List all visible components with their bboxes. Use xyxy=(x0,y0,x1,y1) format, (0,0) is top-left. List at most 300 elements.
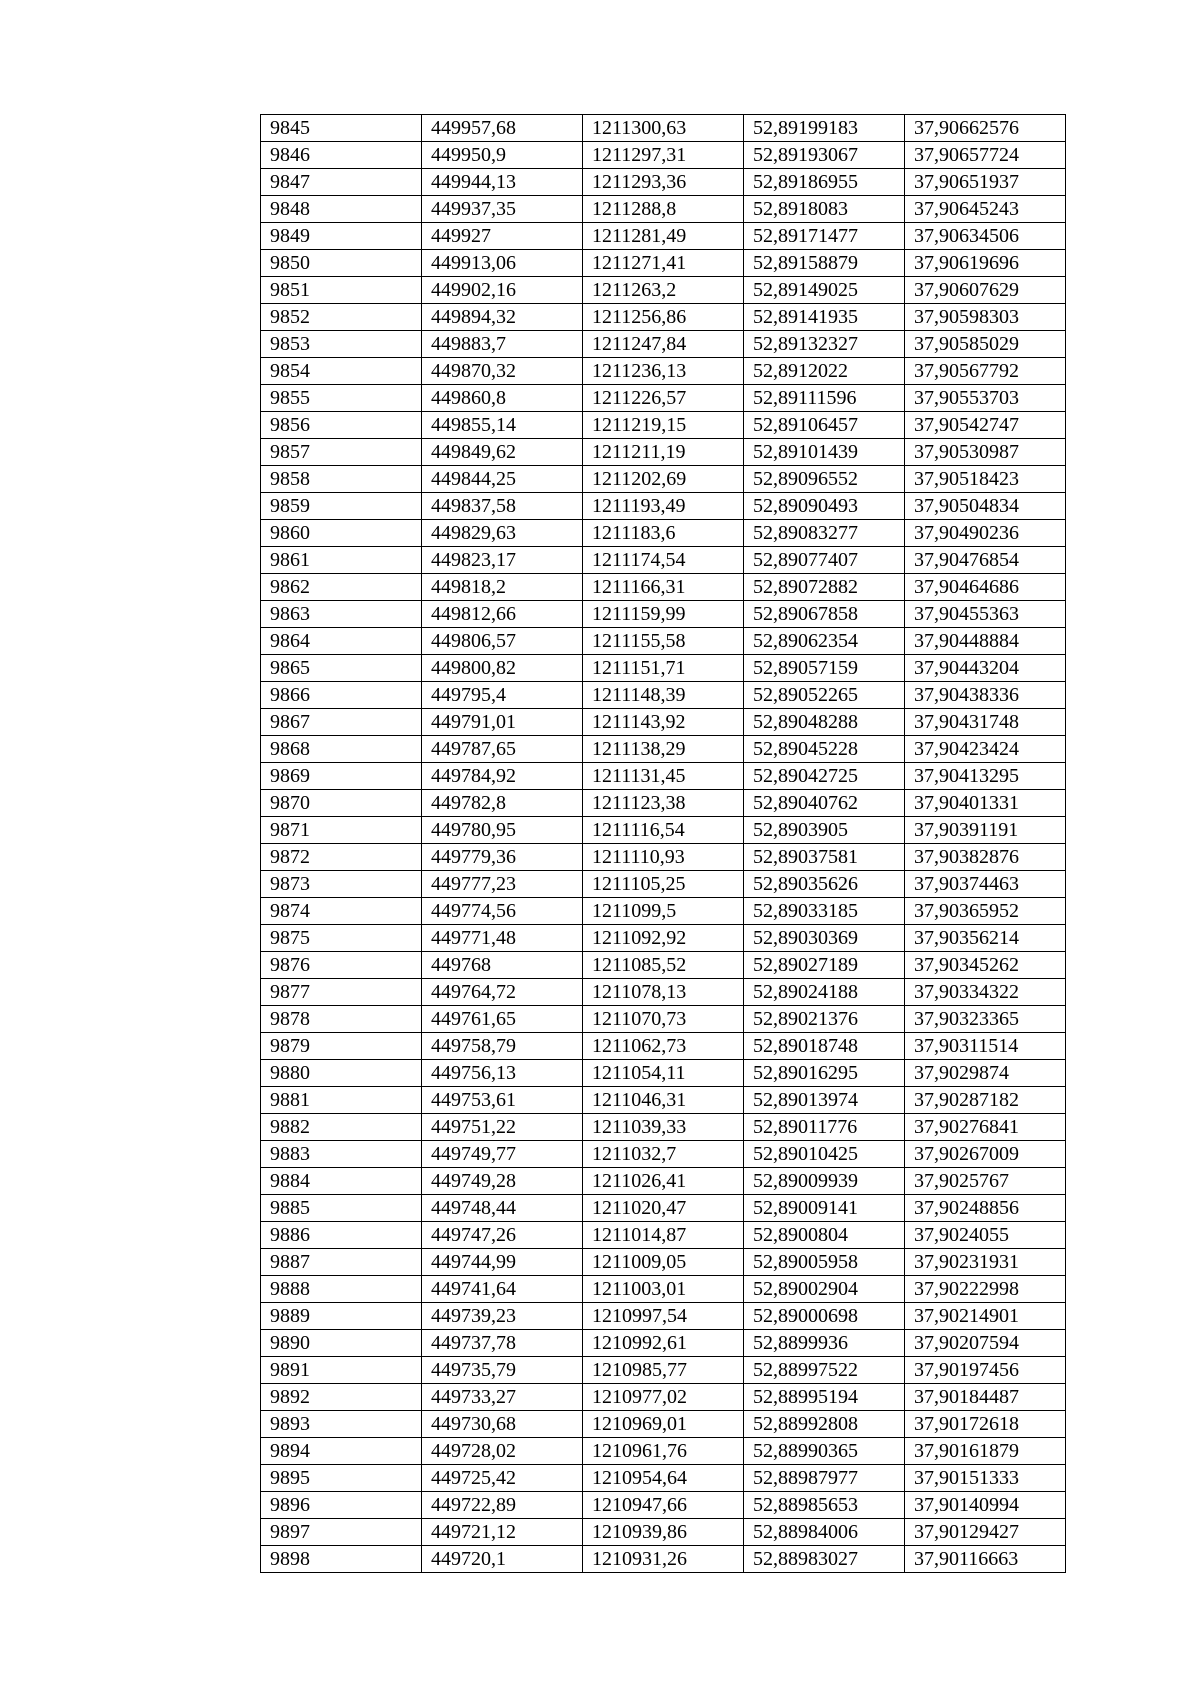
longitude-cell: 37,90214901 xyxy=(905,1303,1066,1330)
point-number-cell: 9867 xyxy=(261,709,422,736)
x-coordinate-cell: 449913,06 xyxy=(422,250,583,277)
x-coordinate-cell: 449800,82 xyxy=(422,655,583,682)
y-coordinate-cell: 1211078,13 xyxy=(583,979,744,1006)
latitude-cell: 52,89011776 xyxy=(744,1114,905,1141)
point-number-cell: 9882 xyxy=(261,1114,422,1141)
table-row xyxy=(261,817,1066,844)
longitude-cell: 37,90448884 xyxy=(905,628,1066,655)
longitude-cell: 37,90356214 xyxy=(905,925,1066,952)
y-coordinate-cell: 1211281,49 xyxy=(583,223,744,250)
table-row xyxy=(261,1168,1066,1195)
longitude-cell: 37,90248856 xyxy=(905,1195,1066,1222)
longitude-cell: 37,90438336 xyxy=(905,682,1066,709)
y-coordinate-cell: 1211151,71 xyxy=(583,655,744,682)
y-coordinate-cell: 1211256,86 xyxy=(583,304,744,331)
longitude-cell: 37,90476854 xyxy=(905,547,1066,574)
point-number-cell: 9892 xyxy=(261,1384,422,1411)
latitude-cell: 52,88990365 xyxy=(744,1438,905,1465)
longitude-cell: 37,90140994 xyxy=(905,1492,1066,1519)
table-row xyxy=(261,925,1066,952)
latitude-cell: 52,89090493 xyxy=(744,493,905,520)
x-coordinate-cell: 449944,13 xyxy=(422,169,583,196)
x-coordinate-cell: 449725,42 xyxy=(422,1465,583,1492)
x-coordinate-cell: 449741,64 xyxy=(422,1276,583,1303)
y-coordinate-cell: 1211174,54 xyxy=(583,547,744,574)
y-coordinate-cell: 1211110,93 xyxy=(583,844,744,871)
x-coordinate-cell: 449771,48 xyxy=(422,925,583,952)
table-row xyxy=(261,979,1066,1006)
latitude-cell: 52,89035626 xyxy=(744,871,905,898)
table-row xyxy=(261,1087,1066,1114)
table-row xyxy=(261,196,1066,223)
y-coordinate-cell: 1211131,45 xyxy=(583,763,744,790)
y-coordinate-cell: 1210939,86 xyxy=(583,1519,744,1546)
point-number-cell: 9870 xyxy=(261,790,422,817)
latitude-cell: 52,89005958 xyxy=(744,1249,905,1276)
x-coordinate-cell: 449744,99 xyxy=(422,1249,583,1276)
latitude-cell: 52,89072882 xyxy=(744,574,905,601)
point-number-cell: 9863 xyxy=(261,601,422,628)
x-coordinate-cell: 449720,1 xyxy=(422,1546,583,1573)
x-coordinate-cell: 449950,9 xyxy=(422,142,583,169)
y-coordinate-cell: 1211092,92 xyxy=(583,925,744,952)
y-coordinate-cell: 1211300,63 xyxy=(583,115,744,142)
latitude-cell: 52,89083277 xyxy=(744,520,905,547)
table-row xyxy=(261,412,1066,439)
latitude-cell: 52,89045228 xyxy=(744,736,905,763)
table-row xyxy=(261,1438,1066,1465)
point-number-cell: 9891 xyxy=(261,1357,422,1384)
table-row xyxy=(261,358,1066,385)
longitude-cell: 37,90645243 xyxy=(905,196,1066,223)
x-coordinate-cell: 449721,12 xyxy=(422,1519,583,1546)
x-coordinate-cell: 449737,78 xyxy=(422,1330,583,1357)
point-number-cell: 9884 xyxy=(261,1168,422,1195)
table-row xyxy=(261,493,1066,520)
table-row xyxy=(261,1276,1066,1303)
latitude-cell: 52,89042725 xyxy=(744,763,905,790)
y-coordinate-cell: 1211099,5 xyxy=(583,898,744,925)
point-number-cell: 9877 xyxy=(261,979,422,1006)
latitude-cell: 52,88992808 xyxy=(744,1411,905,1438)
point-number-cell: 9886 xyxy=(261,1222,422,1249)
point-number-cell: 9852 xyxy=(261,304,422,331)
point-number-cell: 9893 xyxy=(261,1411,422,1438)
point-number-cell: 9874 xyxy=(261,898,422,925)
latitude-cell: 52,8899936 xyxy=(744,1330,905,1357)
longitude-cell: 37,9024055 xyxy=(905,1222,1066,1249)
table-row xyxy=(261,1303,1066,1330)
y-coordinate-cell: 1211166,31 xyxy=(583,574,744,601)
y-coordinate-cell: 1211271,41 xyxy=(583,250,744,277)
x-coordinate-cell: 449937,35 xyxy=(422,196,583,223)
point-number-cell: 9876 xyxy=(261,952,422,979)
y-coordinate-cell: 1211054,11 xyxy=(583,1060,744,1087)
latitude-cell: 52,89024188 xyxy=(744,979,905,1006)
table-row xyxy=(261,790,1066,817)
latitude-cell: 52,89186955 xyxy=(744,169,905,196)
x-coordinate-cell: 449747,26 xyxy=(422,1222,583,1249)
point-number-cell: 9847 xyxy=(261,169,422,196)
x-coordinate-cell: 449777,23 xyxy=(422,871,583,898)
longitude-cell: 37,90518423 xyxy=(905,466,1066,493)
table-row xyxy=(261,682,1066,709)
point-number-cell: 9898 xyxy=(261,1546,422,1573)
y-coordinate-cell: 1211202,69 xyxy=(583,466,744,493)
longitude-cell: 37,90455363 xyxy=(905,601,1066,628)
table-row xyxy=(261,1330,1066,1357)
latitude-cell: 52,8918083 xyxy=(744,196,905,223)
point-number-cell: 9854 xyxy=(261,358,422,385)
point-number-cell: 9865 xyxy=(261,655,422,682)
y-coordinate-cell: 1211062,73 xyxy=(583,1033,744,1060)
longitude-cell: 37,90443204 xyxy=(905,655,1066,682)
x-coordinate-cell: 449782,8 xyxy=(422,790,583,817)
point-number-cell: 9856 xyxy=(261,412,422,439)
longitude-cell: 37,90490236 xyxy=(905,520,1066,547)
x-coordinate-cell: 449829,63 xyxy=(422,520,583,547)
table-row xyxy=(261,1519,1066,1546)
point-number-cell: 9890 xyxy=(261,1330,422,1357)
point-number-cell: 9872 xyxy=(261,844,422,871)
y-coordinate-cell: 1210977,02 xyxy=(583,1384,744,1411)
point-number-cell: 9879 xyxy=(261,1033,422,1060)
latitude-cell: 52,89149025 xyxy=(744,277,905,304)
table-row xyxy=(261,1195,1066,1222)
latitude-cell: 52,89000698 xyxy=(744,1303,905,1330)
table-row xyxy=(261,520,1066,547)
longitude-cell: 37,90651937 xyxy=(905,169,1066,196)
point-number-cell: 9846 xyxy=(261,142,422,169)
x-coordinate-cell: 449749,77 xyxy=(422,1141,583,1168)
table-row xyxy=(261,466,1066,493)
latitude-cell: 52,88985653 xyxy=(744,1492,905,1519)
latitude-cell: 52,89101439 xyxy=(744,439,905,466)
latitude-cell: 52,89158879 xyxy=(744,250,905,277)
coordinates-table-body xyxy=(261,115,1066,1573)
x-coordinate-cell: 449739,23 xyxy=(422,1303,583,1330)
latitude-cell: 52,8912022 xyxy=(744,358,905,385)
point-number-cell: 9849 xyxy=(261,223,422,250)
x-coordinate-cell: 449764,72 xyxy=(422,979,583,1006)
longitude-cell: 37,90391191 xyxy=(905,817,1066,844)
y-coordinate-cell: 1211070,73 xyxy=(583,1006,744,1033)
y-coordinate-cell: 1211297,31 xyxy=(583,142,744,169)
longitude-cell: 37,90151333 xyxy=(905,1465,1066,1492)
latitude-cell: 52,89171477 xyxy=(744,223,905,250)
latitude-cell: 52,89067858 xyxy=(744,601,905,628)
point-number-cell: 9868 xyxy=(261,736,422,763)
longitude-cell: 37,90207594 xyxy=(905,1330,1066,1357)
y-coordinate-cell: 1211032,7 xyxy=(583,1141,744,1168)
x-coordinate-cell: 449883,7 xyxy=(422,331,583,358)
longitude-cell: 37,90172618 xyxy=(905,1411,1066,1438)
point-number-cell: 9878 xyxy=(261,1006,422,1033)
point-number-cell: 9887 xyxy=(261,1249,422,1276)
point-number-cell: 9873 xyxy=(261,871,422,898)
table-row xyxy=(261,1114,1066,1141)
y-coordinate-cell: 1211293,36 xyxy=(583,169,744,196)
point-number-cell: 9869 xyxy=(261,763,422,790)
y-coordinate-cell: 1211263,2 xyxy=(583,277,744,304)
longitude-cell: 37,90116663 xyxy=(905,1546,1066,1573)
x-coordinate-cell: 449902,16 xyxy=(422,277,583,304)
longitude-cell: 37,90345262 xyxy=(905,952,1066,979)
longitude-cell: 37,90365952 xyxy=(905,898,1066,925)
point-number-cell: 9896 xyxy=(261,1492,422,1519)
x-coordinate-cell: 449894,32 xyxy=(422,304,583,331)
x-coordinate-cell: 449855,14 xyxy=(422,412,583,439)
x-coordinate-cell: 449818,2 xyxy=(422,574,583,601)
table-row xyxy=(261,844,1066,871)
x-coordinate-cell: 449780,95 xyxy=(422,817,583,844)
y-coordinate-cell: 1211123,38 xyxy=(583,790,744,817)
longitude-cell: 37,90634506 xyxy=(905,223,1066,250)
x-coordinate-cell: 449722,89 xyxy=(422,1492,583,1519)
latitude-cell: 52,89030369 xyxy=(744,925,905,952)
latitude-cell: 52,89010425 xyxy=(744,1141,905,1168)
y-coordinate-cell: 1211288,8 xyxy=(583,196,744,223)
point-number-cell: 9895 xyxy=(261,1465,422,1492)
longitude-cell: 37,90431748 xyxy=(905,709,1066,736)
longitude-cell: 37,90311514 xyxy=(905,1033,1066,1060)
point-number-cell: 9845 xyxy=(261,115,422,142)
table-row xyxy=(261,574,1066,601)
longitude-cell: 37,90184487 xyxy=(905,1384,1066,1411)
x-coordinate-cell: 449774,56 xyxy=(422,898,583,925)
point-number-cell: 9853 xyxy=(261,331,422,358)
y-coordinate-cell: 1211143,92 xyxy=(583,709,744,736)
longitude-cell: 37,90413295 xyxy=(905,763,1066,790)
y-coordinate-cell: 1210954,64 xyxy=(583,1465,744,1492)
latitude-cell: 52,88987977 xyxy=(744,1465,905,1492)
table-row xyxy=(261,709,1066,736)
table-row xyxy=(261,1060,1066,1087)
y-coordinate-cell: 1211159,99 xyxy=(583,601,744,628)
table-row xyxy=(261,1006,1066,1033)
longitude-cell: 37,9029874 xyxy=(905,1060,1066,1087)
longitude-cell: 37,90374463 xyxy=(905,871,1066,898)
y-coordinate-cell: 1210969,01 xyxy=(583,1411,744,1438)
x-coordinate-cell: 449823,17 xyxy=(422,547,583,574)
table-row xyxy=(261,142,1066,169)
longitude-cell: 37,90530987 xyxy=(905,439,1066,466)
table-row xyxy=(261,628,1066,655)
y-coordinate-cell: 1211183,6 xyxy=(583,520,744,547)
y-coordinate-cell: 1210931,26 xyxy=(583,1546,744,1573)
latitude-cell: 52,89027189 xyxy=(744,952,905,979)
latitude-cell: 52,89009939 xyxy=(744,1168,905,1195)
point-number-cell: 9889 xyxy=(261,1303,422,1330)
y-coordinate-cell: 1211247,84 xyxy=(583,331,744,358)
x-coordinate-cell: 449784,92 xyxy=(422,763,583,790)
y-coordinate-cell: 1211138,29 xyxy=(583,736,744,763)
table-row xyxy=(261,277,1066,304)
y-coordinate-cell: 1211219,15 xyxy=(583,412,744,439)
y-coordinate-cell: 1210997,54 xyxy=(583,1303,744,1330)
longitude-cell: 37,90598303 xyxy=(905,304,1066,331)
longitude-cell: 37,90619696 xyxy=(905,250,1066,277)
table-row xyxy=(261,115,1066,142)
latitude-cell: 52,89077407 xyxy=(744,547,905,574)
longitude-cell: 37,90607629 xyxy=(905,277,1066,304)
table-row xyxy=(261,1357,1066,1384)
point-number-cell: 9862 xyxy=(261,574,422,601)
table-row xyxy=(261,898,1066,925)
y-coordinate-cell: 1211236,13 xyxy=(583,358,744,385)
latitude-cell: 52,89016295 xyxy=(744,1060,905,1087)
latitude-cell: 52,89141935 xyxy=(744,304,905,331)
x-coordinate-cell: 449748,44 xyxy=(422,1195,583,1222)
table-row xyxy=(261,763,1066,790)
latitude-cell: 52,89106457 xyxy=(744,412,905,439)
latitude-cell: 52,89062354 xyxy=(744,628,905,655)
table-row xyxy=(261,1465,1066,1492)
latitude-cell: 52,8900804 xyxy=(744,1222,905,1249)
x-coordinate-cell: 449749,28 xyxy=(422,1168,583,1195)
x-coordinate-cell: 449779,36 xyxy=(422,844,583,871)
latitude-cell: 52,88995194 xyxy=(744,1384,905,1411)
latitude-cell: 52,89096552 xyxy=(744,466,905,493)
table-row xyxy=(261,1141,1066,1168)
latitude-cell: 52,88983027 xyxy=(744,1546,905,1573)
point-number-cell: 9881 xyxy=(261,1087,422,1114)
table-row xyxy=(261,655,1066,682)
table-row xyxy=(261,1222,1066,1249)
point-number-cell: 9855 xyxy=(261,385,422,412)
table-row xyxy=(261,736,1066,763)
x-coordinate-cell: 449733,27 xyxy=(422,1384,583,1411)
table-row xyxy=(261,385,1066,412)
latitude-cell: 52,89048288 xyxy=(744,709,905,736)
longitude-cell: 37,90423424 xyxy=(905,736,1066,763)
x-coordinate-cell: 449758,79 xyxy=(422,1033,583,1060)
coordinates-table xyxy=(260,114,1066,1573)
longitude-cell: 37,90267009 xyxy=(905,1141,1066,1168)
x-coordinate-cell: 449735,79 xyxy=(422,1357,583,1384)
x-coordinate-cell: 449756,13 xyxy=(422,1060,583,1087)
point-number-cell: 9859 xyxy=(261,493,422,520)
point-number-cell: 9860 xyxy=(261,520,422,547)
table-row xyxy=(261,1033,1066,1060)
latitude-cell: 52,89018748 xyxy=(744,1033,905,1060)
point-number-cell: 9866 xyxy=(261,682,422,709)
longitude-cell: 37,90382876 xyxy=(905,844,1066,871)
latitude-cell: 52,89037581 xyxy=(744,844,905,871)
y-coordinate-cell: 1211116,54 xyxy=(583,817,744,844)
longitude-cell: 37,90323365 xyxy=(905,1006,1066,1033)
longitude-cell: 37,90197456 xyxy=(905,1357,1066,1384)
x-coordinate-cell: 449761,65 xyxy=(422,1006,583,1033)
point-number-cell: 9858 xyxy=(261,466,422,493)
longitude-cell: 37,90567792 xyxy=(905,358,1066,385)
latitude-cell: 52,88997522 xyxy=(744,1357,905,1384)
latitude-cell: 52,89033185 xyxy=(744,898,905,925)
table-row xyxy=(261,439,1066,466)
y-coordinate-cell: 1211009,05 xyxy=(583,1249,744,1276)
y-coordinate-cell: 1210985,77 xyxy=(583,1357,744,1384)
latitude-cell: 52,89199183 xyxy=(744,115,905,142)
latitude-cell: 52,89009141 xyxy=(744,1195,905,1222)
table-row xyxy=(261,1384,1066,1411)
x-coordinate-cell: 449730,68 xyxy=(422,1411,583,1438)
x-coordinate-cell: 449927 xyxy=(422,223,583,250)
point-number-cell: 9897 xyxy=(261,1519,422,1546)
x-coordinate-cell: 449768 xyxy=(422,952,583,979)
table-row xyxy=(261,1411,1066,1438)
x-coordinate-cell: 449849,62 xyxy=(422,439,583,466)
latitude-cell: 52,89013974 xyxy=(744,1087,905,1114)
point-number-cell: 9850 xyxy=(261,250,422,277)
point-number-cell: 9861 xyxy=(261,547,422,574)
longitude-cell: 37,90542747 xyxy=(905,412,1066,439)
latitude-cell: 52,89111596 xyxy=(744,385,905,412)
y-coordinate-cell: 1210961,76 xyxy=(583,1438,744,1465)
point-number-cell: 9857 xyxy=(261,439,422,466)
y-coordinate-cell: 1210947,66 xyxy=(583,1492,744,1519)
table-row xyxy=(261,1492,1066,1519)
latitude-cell: 52,89057159 xyxy=(744,655,905,682)
longitude-cell: 37,90222998 xyxy=(905,1276,1066,1303)
y-coordinate-cell: 1211085,52 xyxy=(583,952,744,979)
x-coordinate-cell: 449837,58 xyxy=(422,493,583,520)
longitude-cell: 37,90231931 xyxy=(905,1249,1066,1276)
longitude-cell: 37,90161879 xyxy=(905,1438,1066,1465)
longitude-cell: 37,90504834 xyxy=(905,493,1066,520)
longitude-cell: 37,90553703 xyxy=(905,385,1066,412)
x-coordinate-cell: 449751,22 xyxy=(422,1114,583,1141)
x-coordinate-cell: 449787,65 xyxy=(422,736,583,763)
y-coordinate-cell: 1211026,41 xyxy=(583,1168,744,1195)
y-coordinate-cell: 1211046,31 xyxy=(583,1087,744,1114)
latitude-cell: 52,89002904 xyxy=(744,1276,905,1303)
y-coordinate-cell: 1211014,87 xyxy=(583,1222,744,1249)
longitude-cell: 37,90662576 xyxy=(905,115,1066,142)
x-coordinate-cell: 449753,61 xyxy=(422,1087,583,1114)
longitude-cell: 37,90585029 xyxy=(905,331,1066,358)
latitude-cell: 52,89040762 xyxy=(744,790,905,817)
y-coordinate-cell: 1211148,39 xyxy=(583,682,744,709)
latitude-cell: 52,8903905 xyxy=(744,817,905,844)
point-number-cell: 9875 xyxy=(261,925,422,952)
table-row xyxy=(261,952,1066,979)
y-coordinate-cell: 1211105,25 xyxy=(583,871,744,898)
table-row xyxy=(261,169,1066,196)
table-row xyxy=(261,304,1066,331)
table-row xyxy=(261,871,1066,898)
longitude-cell: 37,90401331 xyxy=(905,790,1066,817)
point-number-cell: 9894 xyxy=(261,1438,422,1465)
y-coordinate-cell: 1211193,49 xyxy=(583,493,744,520)
point-number-cell: 9883 xyxy=(261,1141,422,1168)
longitude-cell: 37,90464686 xyxy=(905,574,1066,601)
x-coordinate-cell: 449957,68 xyxy=(422,115,583,142)
table-row xyxy=(261,547,1066,574)
latitude-cell: 52,89021376 xyxy=(744,1006,905,1033)
longitude-cell: 37,90287182 xyxy=(905,1087,1066,1114)
point-number-cell: 9851 xyxy=(261,277,422,304)
point-number-cell: 9880 xyxy=(261,1060,422,1087)
y-coordinate-cell: 1211211,19 xyxy=(583,439,744,466)
point-number-cell: 9885 xyxy=(261,1195,422,1222)
x-coordinate-cell: 449812,66 xyxy=(422,601,583,628)
longitude-cell: 37,90334322 xyxy=(905,979,1066,1006)
y-coordinate-cell: 1211003,01 xyxy=(583,1276,744,1303)
x-coordinate-cell: 449860,8 xyxy=(422,385,583,412)
x-coordinate-cell: 449806,57 xyxy=(422,628,583,655)
y-coordinate-cell: 1211226,57 xyxy=(583,385,744,412)
point-number-cell: 9888 xyxy=(261,1276,422,1303)
